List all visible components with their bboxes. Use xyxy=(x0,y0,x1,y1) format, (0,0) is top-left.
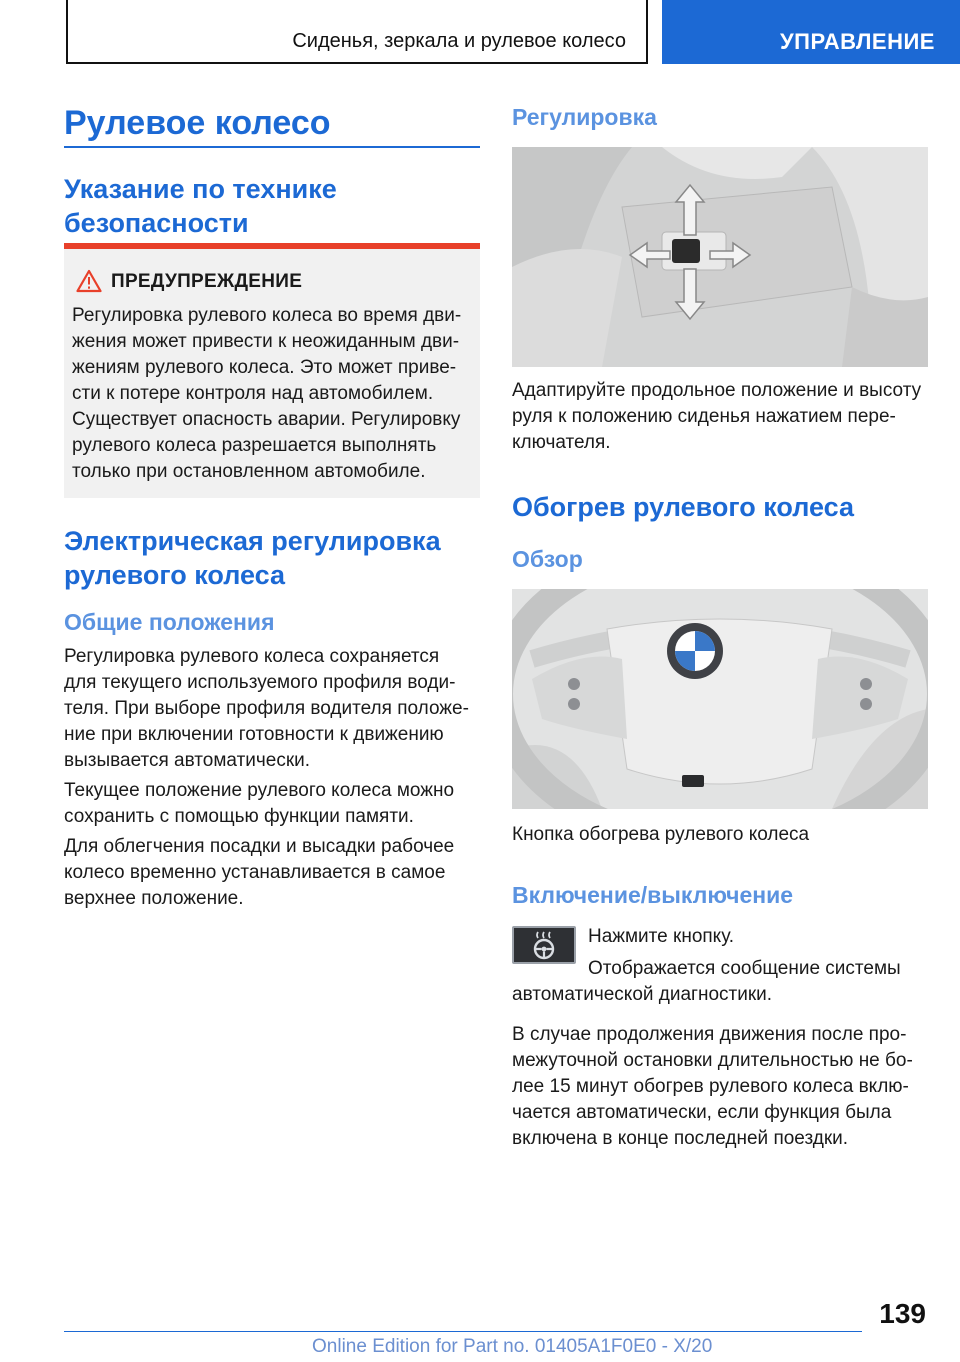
heating-heading: Обогрев рулевого колеса xyxy=(512,492,855,522)
text-line: ние при включении готовности к движению xyxy=(64,724,444,745)
electric-adjust-heading: Электрическая регулировка рулевого колеса xyxy=(64,526,441,590)
overview-heading: Обзор xyxy=(512,546,583,572)
general-paragraph-3 xyxy=(64,834,480,912)
footer-edition[interactable]: Online Edition for Part no. 01405A1F0E0 - X/20 xyxy=(312,1336,713,1357)
chapter-tab[interactable] xyxy=(662,0,960,64)
warning-label: ПРЕДУПРЕЖДЕНИЕ xyxy=(111,271,303,292)
adjust-heading: Регулировка xyxy=(512,104,657,130)
text-line: верхнее положение. xyxy=(64,888,244,909)
page-number: 139 xyxy=(879,1298,926,1329)
text-line: чается автоматически, если функция была xyxy=(512,1102,892,1123)
warning-line: жения может привести к неожиданным дви- xyxy=(72,331,460,352)
warning-triangle-icon xyxy=(76,269,102,293)
text-line: сохранить с помощью функции памяти. xyxy=(64,806,414,827)
display-text-line-1: Отображается сообщение системы xyxy=(588,958,901,979)
continue-paragraph xyxy=(512,1022,928,1152)
section-title: Сиденья, зеркала и рулевое колесо xyxy=(292,30,626,52)
text-line: для текущего используемого профиля води- xyxy=(64,672,456,693)
press-button-text: Нажмите кнопку. xyxy=(588,926,735,947)
text-line: Текущее положение рулевого колеса можно xyxy=(64,780,455,801)
general-heading: Общие положения xyxy=(64,609,275,635)
warning-line: жениям рулевого колеса. Это может приве- xyxy=(72,357,457,378)
text-line: межуточной остановки длительностью не бо- xyxy=(512,1050,913,1071)
text-line: колесо временно устанавливается в самое xyxy=(64,862,446,883)
text-line: ключателя. xyxy=(512,432,611,453)
steering-wheel-image xyxy=(512,589,928,809)
warning-line: сти к потере контроля над автомобилем. xyxy=(72,383,434,404)
overview-caption: Кнопка обогрева рулевого колеса xyxy=(512,824,810,845)
steering-adjust-illustration xyxy=(512,147,928,367)
general-paragraph-1 xyxy=(64,644,480,774)
text-line: руля к положению сиденья нажатием пере- xyxy=(512,406,896,427)
adjust-paragraph xyxy=(512,378,928,456)
text-line: В случае продолжения движения после про- xyxy=(512,1024,907,1045)
heated-steering-wheel-button[interactable] xyxy=(512,926,576,964)
text-line: теля. При выборе профиля водителя положе- xyxy=(64,698,469,719)
heated-steering-wheel-icon xyxy=(514,928,574,962)
text-line: вызывается автоматически. xyxy=(64,750,311,771)
warning-line: Существует опасность аварии. Регулировку xyxy=(72,409,461,430)
warning-line: только при остановленном автомобиле. xyxy=(72,461,426,482)
header-frame xyxy=(66,0,648,64)
warning-line: рулевого колеса разрешается выполнять xyxy=(72,435,437,456)
text-line: Адаптируйте продольное положение и высоту xyxy=(512,380,922,401)
page-title: Рулевое колесо xyxy=(64,104,331,142)
title-rule xyxy=(64,146,480,148)
text-line: лее 15 минут обогрев рулевого колеса вклю- xyxy=(512,1076,909,1097)
safety-heading: Указание по технике безопасности xyxy=(64,174,337,238)
text-line: включена в конце последней поездки. xyxy=(512,1128,849,1149)
warning-line: Регулировка рулевого колеса во время дви- xyxy=(72,305,462,326)
warning-box xyxy=(64,249,480,498)
steering-column-switch-image xyxy=(512,147,928,367)
steering-wheel-illustration xyxy=(512,589,928,809)
display-text-line-2: автоматической диагностики. xyxy=(512,984,773,1005)
text-line: Регулировка рулевого колеса сохраняется xyxy=(64,646,440,667)
warning-title xyxy=(111,271,470,297)
text-line: Для облегчения посадки и высадки рабочее xyxy=(64,836,455,857)
general-paragraph-2 xyxy=(64,778,480,830)
on-off-heading: Включение/выключение xyxy=(512,882,794,908)
footer-rule xyxy=(64,1331,862,1332)
warning-text xyxy=(72,303,470,485)
chapter-tab-label: УПРАВЛЕНИЕ xyxy=(780,29,935,54)
